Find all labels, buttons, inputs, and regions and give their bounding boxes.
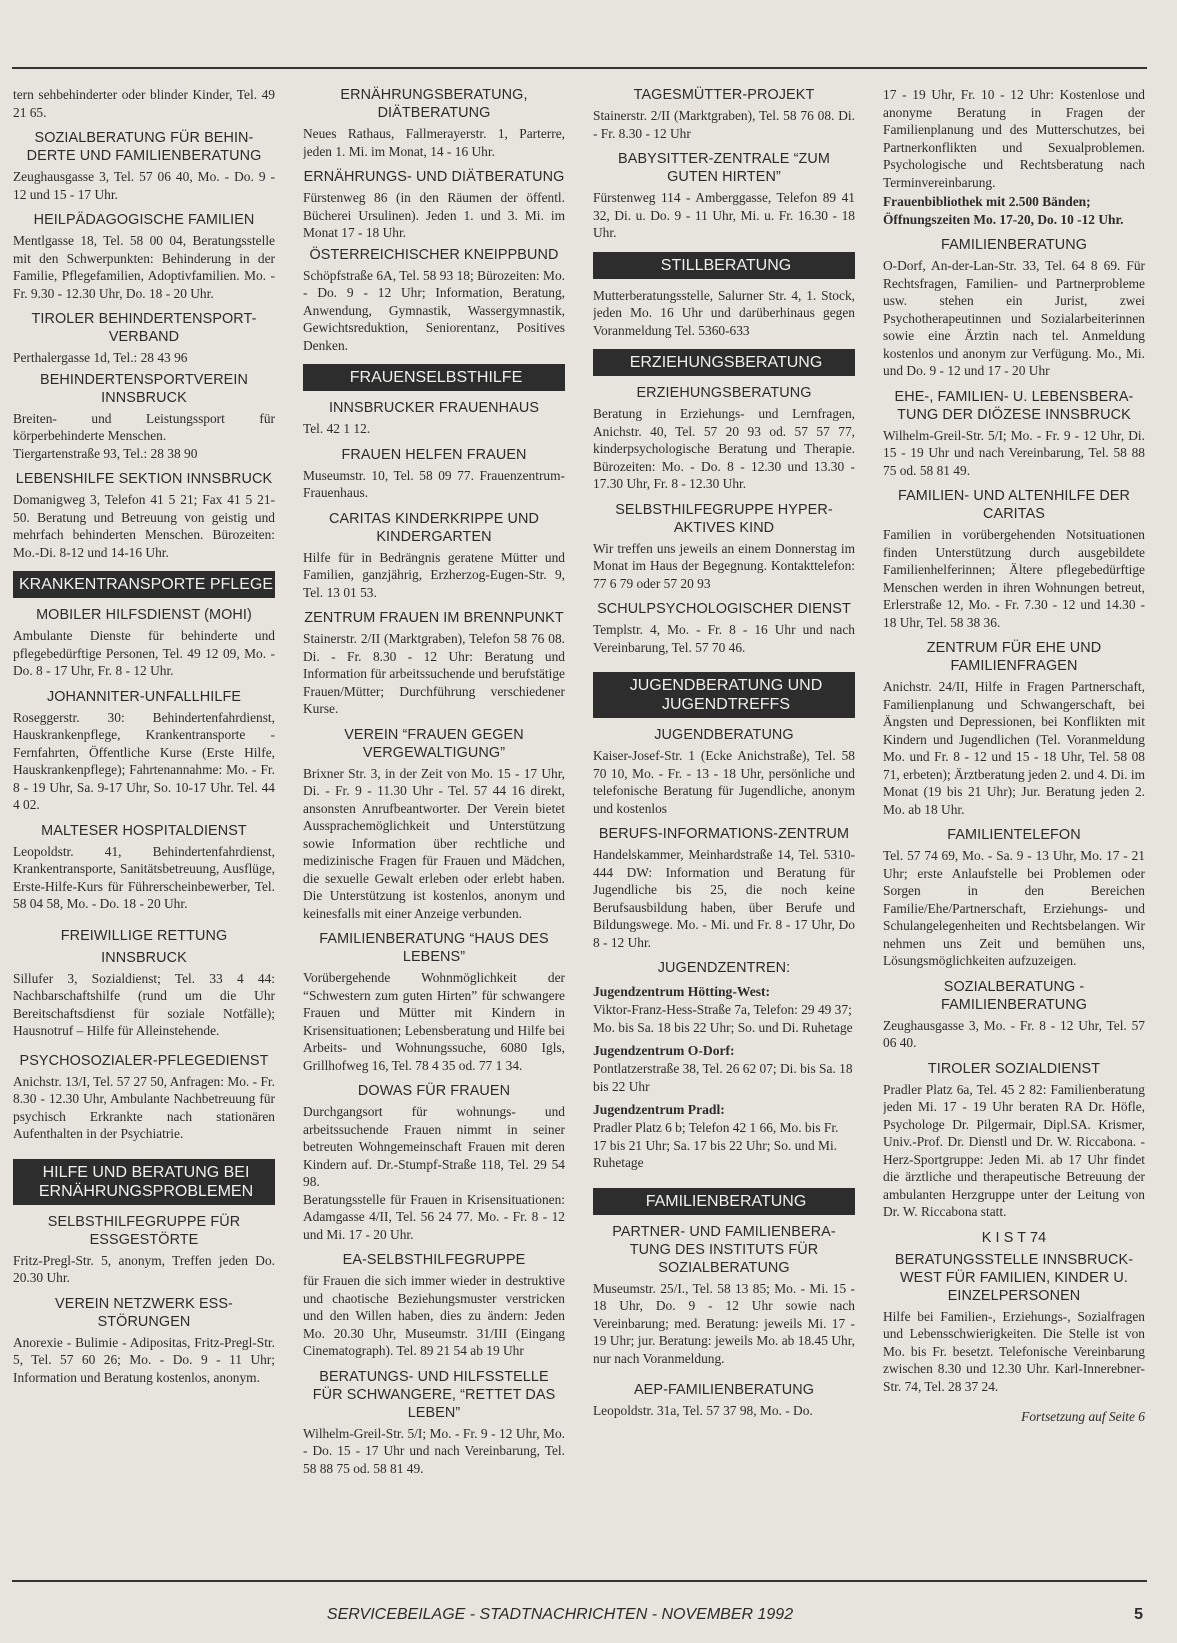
section-heading: SELBSTHILFEGRUPPE FÜR ESSGESTÖRTE	[47, 1213, 241, 1248]
paragraph: 17 - 19 Uhr, Fr. 10 - 12 Uhr: Kostenlose und anonyme Beratung in Fragen der Familienplanung und des Mutterschutzes, bei Partnerkonflikten und Sexualproblemen. Psychologische und Rechtsberatung nach Terminvereinbarung.	[883, 87, 1145, 190]
paragraph: Vorübergehende Wohnmöglichkeit der “Schwestern zum guten Hirten” für schwangere Frauen und Mütter mit Kindern in Krisensituationen; Lebensberatung und Hilfe bei Arbeits- und Wohnungssuche, 6080 Igls, Grillhofweg 16, Tel. 78 4 35 od. 77 1 34.	[303, 970, 565, 1073]
paragraph: Wilhelm-Greil-Str. 5/I; Mo. - Fr. 9 - 12 Uhr, Mo. - Do. 15 - 17 Uhr und nach Vereinbarung, Tel. 58 88 75 od. 58 81 49.	[303, 1425, 565, 1476]
paragraph: Templstr. 4, Mo. - Fr. 8 - 16 Uhr und nach Vereinbarung, Tel. 57 70 46.	[593, 622, 855, 655]
section-heading: BERUFS-INFORMATIONS-ZENTRUM	[598, 826, 850, 842]
section-heading: ERZIEHUNGSBERATUNG	[636, 385, 812, 401]
section-heading: EHE-, FAMILIEN- U. LEBENSBERA-TUNG DER DIÖZESE INNSBRUCK	[894, 388, 1134, 423]
category-banner: KRANKENTRANSPORTE PFLEGE	[13, 571, 275, 598]
category-banner: ERZIEHUNGSBERATUNG	[593, 349, 855, 376]
section-heading: CARITAS KINDERKRIPPE UND KINDERGARTEN	[328, 510, 540, 545]
paragraph: Brixner Str. 3, in der Zeit von Mo. 15 - 17 Uhr, Di. - Fr. 9 - 11.30 Uhr - Tel. 57 44 16 direkt, ansonsten Anrufbeantworter. Der Verein bietet Aussprachemöglichkeit und Unterstützung sowie Information über rechtliche und medizinische Fragen für Frauen und Mädchen, die sexuelle Gewalt erleben oder erlebt haben. Die Unterstützung ist kostenlos, anonym und keinesfalls mit einer Anzeige verbunden.	[303, 765, 565, 921]
paragraph: Pradler Platz 6a, Tel. 45 2 82: Familienberatung jeden Mi. 17 - 19 Uhr beraten RA Dr. Höfle, Psychologe Dr. Pilgermair, Dipl.SA. Krismer, Univ.-Prof. Dr. Dienstl und Dr. W. Riccabona. - Herz-Sportgruppe: Jeden Mi. ab 17 Uhr findet die ärztliche und therapeutische Betreuung der ambulanten Herzgruppe unter der Leitung von Dr. W. Riccabona statt.	[883, 1081, 1145, 1219]
paragraph: Museumstr. 25/I., Tel. 58 13 85; Mo. - Mi. 15 - 18 Uhr, Do. 9 - 12 Uhr sowie nach Vereinbarung; med. Beratung: jeweils Mi. 17 - 19 Uhr; jur. Beratung: jeweils Mo. ab 18.45 Uhr, nur nach Voranmeldung.	[593, 1280, 855, 1366]
paragraph: Kaiser-Josef-Str. 1 (Ecke Anichstraße), Tel. 58 70 10, Mo. - Fr. - 13 - 18 Uhr, persönliche und telefonische Beratung für Jugendliche, anonym und kostenlos	[593, 748, 855, 816]
paragraph: Beratung in Erziehungs- und Lernfragen, Anichstr. 40, Tel. 57 20 93 od. 57 57 77, kinderpsychologische Beratung und Therapie. Bürozeiten: Mo. - Do. 8 - 12.30 und 13.30 - 17.30 Uhr, Fr. 8 - 12.30 Uhr.	[593, 406, 855, 491]
paragraph: O-Dorf, An-der-Lan-Str. 33, Tel. 64 8 69. Für Rechtsfragen, Familien- und Partnerprobleme usw. stehen ein Jurist, zwei Psychotherapeutinnen und Sozialarbeiterinnen sowie eine Ärztin nach tel. Anmeldung kostenlos und anonym zur Verfügung. Mo., Mi. und Do. 9 - 12 und 17 - 20 Uhr	[883, 258, 1145, 378]
paragraph: Perthalergasse 1d, Tel.: 28 43 96	[13, 350, 188, 365]
column-1	[13, 86, 275, 1566]
column-2	[303, 86, 565, 1566]
section-heading: PARTNER- UND FAMILIENBERA-TUNG DES INSTITUTS FÜR SOZIALBERATUNG	[612, 1223, 836, 1276]
section-heading: MOBILER HILFSDIENST (MOHI)	[36, 607, 252, 623]
section-heading: DOWAS FÜR FRAUEN	[357, 1083, 511, 1099]
section-heading: EA-SELBSTHILFEGRUPPE	[342, 1252, 526, 1268]
paragraph: Handelskammer, Meinhardstraße 14, Tel. 5310-444 DW: Information und Beratung für Jugendliche bis 25, die noch keine Berufsausbildung haben, über Berufe und Bildungswege. Mo. - Mi. und Fr. 8 - 17 Uhr, Do 8 - 12 Uhr.	[593, 847, 855, 950]
paragraph: Museumstr. 10, Tel. 58 09 77. Frauenzentrum-Frauenhaus.	[303, 467, 565, 500]
paragraph: Beratungsstelle für Frauen in Krisensituationen: Adamgasse 4/II, Tel. 56 24 77. Mo. - Fr. 8 - 12 und Mi. 17 - 20 Uhr.	[303, 1191, 565, 1242]
section-heading: PSYCHOSOZIALER-PFLEGEDIENST	[19, 1052, 269, 1069]
section-heading: ERNÄHRUNGSBERATUNG, DIÄTBERATUNG	[340, 87, 528, 121]
bottom-rule	[12, 1580, 1147, 1582]
section-heading: AEP-FAMILIENBERATUNG	[633, 1382, 815, 1398]
page-number: 5	[1134, 1606, 1143, 1623]
paragraph: Hilfe bei Familien-, Erziehungs-, Sozialfragen und Lebensschwierigkeiten. Die Stelle ist von Mo. bis Fr. besetzt. Telefonische Vereinbarung zwischen 8.30 und 12.30 Uhr. Karl-Innerebner-Str. 74, Tel. 28 37 24.	[883, 1308, 1145, 1394]
category-banner: JUGENDBERATUNG UND JUGENDTREFFS	[593, 672, 855, 718]
paragraph: Schöpfstraße 6A, Tel. 58 93 18; Bürozeiten: Mo. - Do. 9 - 12 Uhr; Information, Beratung, Anwendung, Gymnastik, Wassergymnastik, Gewichtsreduktion, Seniorentanz, Positives Denken.	[303, 267, 565, 353]
section-heading: FREIWILLIGE RETTUNG	[60, 927, 228, 944]
category-banner: STILLBERATUNG	[593, 252, 855, 279]
paragraph: Wir treffen uns jeweils an einem Donnerstag im Monat im Haus der Begegnung. Kontakttelefon: 77 6 79 oder 57 20 93	[593, 540, 855, 591]
top-rule	[12, 67, 1147, 69]
paragraph: Fürstenweg 114 - Amberggasse, Telefon 89 41 32, Di. u. Do. 9 - 11 Uhr, Mi. u. Fr. 16.30 - 18 Uhr.	[593, 190, 855, 240]
subsection-title: Jugendzentrum O-Dorf:	[593, 1043, 735, 1058]
paragraph: Tiergartenstraße 93, Tel.: 28 38 90	[13, 445, 198, 461]
paragraph: Leopoldstr. 41, Behindertenfahrdienst, Krankentransporte, Sanitätsbetreuung, Ausflüge, Erste-Hilfe-Kurs für Führerscheinbewerber, Tel. 58 04 58, Mo. - Do. 18 - 20 Uhr.	[13, 843, 275, 911]
section-heading: MALTESER HOSPITALDIENST	[41, 822, 247, 839]
paragraph: Zeughausgasse 3, Tel. 57 06 40, Mo. - Do. 9 - 12 und 15 - 17 Uhr.	[13, 169, 275, 202]
section-heading: JUGENDZENTREN:	[657, 960, 791, 976]
paragraph: Tel. 42 1 12.	[303, 421, 371, 436]
section-heading: ZENTRUM FRAUEN IM BRENNPUNKT	[304, 610, 564, 626]
section-heading: SOZIALBERATUNG FÜR BEHIN-DERTE UND FAMILIENBERATUNG	[26, 130, 262, 164]
section-heading: FRAUEN HELFEN FRAUEN	[341, 446, 527, 463]
section-heading: SELBSTHILFEGRUPPE HYPER-AKTIVES KIND	[615, 501, 833, 536]
paragraph: Familien in vorübergehenden Notsituationen finden Unterstützung durch ausgebildete Familienhelferinnen; Ältere pflegebedürftige Menschen werden in ihren Wohnungen betreut, Erlerstraße 12, Mo. - Fr. 7.30 - 12 und 14.30 - 18 Uhr, Tel. 58 38 36.	[883, 527, 1145, 630]
paragraph: für Frauen die sich immer wieder in destruktive und chaotische Beziehungsmuster verstricken und den Willen haben, dies zu ändern: Jeden Mo. 20.30 Uhr, Museumstr. 31/III (Eingang Cinematograph). Tel. 89 21 54 ab 19 Uhr	[303, 1273, 565, 1358]
section-heading: BERATUNGSSTELLE INNSBRUCK-WEST FÜR FAMILIEN, KINDER U. EINZELPERSONEN	[894, 1251, 1134, 1304]
section-heading: FAMILIENBERATUNG	[940, 237, 1088, 253]
paragraph: Mutterberatungsstelle, Salurner Str. 4, 1. Stock, jeden Mo. 16 Uhr und darüberhinaus gegen Voranmeldung Tel. 5360-633	[593, 287, 855, 338]
paragraph: Hilfe für in Bedrängnis geratene Mütter und Familien, ganzjährig, Erzherzog-Eugen-Str. 9, Tel. 13 01 53.	[303, 549, 565, 600]
column-3	[593, 86, 855, 1566]
paragraph: Pradler Platz 6 b; Telefon 42 1 66, Mo. bis Fr. 17 bis 21 Uhr; Sa. 17 bis 22 Uhr; So. und Mi. Ruhetage	[593, 1120, 839, 1170]
paragraph: Stainerstr. 2/II (Marktgraben), Telefon 58 76 08. Di. - Fr. 8.30 - 12 Uhr: Beratung und Information für arbeitssuchende und berufstätige Frauen/Mütter; Durchführung verschiedener Kurse.	[303, 631, 565, 716]
paragraph: Leopoldstr. 31a, Tel. 57 37 98, Mo. - Do.	[593, 1403, 813, 1418]
section-heading: TIROLER BEHINDERTENSPORT-VERBAND	[31, 311, 257, 345]
article-columns	[13, 86, 1147, 1566]
paragraph: Durchgangsort für wohnungs- und arbeitssuchende Frauen nimmt in seiner betreuten Wohngemeinschaft Frauen mit deren Kindern auf. Dr.-Stumpf-Straße 118, Tel. 29 54 98.	[303, 1104, 565, 1189]
section-heading: FAMILIENBERATUNG “HAUS DES LEBENS”	[319, 931, 549, 965]
paragraph: Breiten- und Leistungssport für körperbehinderte Menschen.	[13, 410, 275, 443]
category-banner: HILFE UND BERATUNG BEI ERNÄHRUNGSPROBLEMEN	[13, 1159, 275, 1205]
section-heading: JUGENDBERATUNG	[654, 727, 794, 743]
paragraph: Wilhelm-Greil-Str. 5/I; Mo. - Fr. 9 - 12 Uhr, Di. 15 - 19 Uhr und nach Vereinbarung, Tel. 58 88 75 od. 58 81 49.	[883, 427, 1145, 478]
paragraph: Neues Rathaus, Fallmerayerstr. 1, Parterre, jeden 1. Mi. im Monat, 14 - 16 Uhr.	[303, 126, 565, 159]
category-banner: FAMILIENBERATUNG	[593, 1188, 855, 1215]
section-heading: FAMILIENTELEFON	[947, 827, 1081, 843]
section-heading: JOHANNITER-UNFALLHILFE	[46, 688, 242, 705]
section-heading: SOZIALBERATUNG - FAMILIENBERATUNG	[940, 978, 1088, 1013]
section-heading: VEREIN NETZWERK ESS-STÖRUNGEN	[55, 1295, 233, 1330]
paragraph: Stainerstr. 2/II (Marktgraben), Tel. 58 76 08. Di. - Fr. 8.30 - 12 Uhr	[593, 108, 855, 141]
paragraph: Fürstenweg 86 (in den Räumen der öffentl. Bücherei Ursulinen). Jeden 1. und 3. Mi. im Monat 17 - 18 Uhr.	[303, 190, 565, 240]
footer-title: SERVICEBEILAGE - STADTNACHRICHTEN - NOVEMBER 1992	[326, 1606, 794, 1623]
paragraph-bold: Frauenbibliothek mit 2.500 Bänden; Öffnungszeiten Mo. 17-20, Do. 10 -12 Uhr.	[883, 194, 1124, 227]
section-heading: TIROLER SOZIALDIENST	[927, 1060, 1101, 1077]
paragraph: Anorexie - Bulimie - Adipositas, Fritz-Pregl-Str. 5, Tel. 57 60 26; Mo. - Do. 9 - 11 Uhr; Information und Beratung kostenlos, anonym.	[13, 1334, 275, 1385]
paragraph: Mentlgasse 18, Tel. 58 00 04, Beratungsstelle mit den Schwerpunkten: Behinderung in der Familie, Pflegefamilien, Adoptivfamilien. Mo. - Fr. 9.30 - 12.30 Uhr, Do. 18 - 20 Uhr.	[13, 233, 275, 301]
section-heading: INNSBRUCK	[101, 949, 187, 966]
section-heading: LEBENSHILFE SEKTION INNSBRUCK	[15, 471, 273, 487]
paragraph: Zeughausgasse 3, Mo. - Fr. 8 - 12 Uhr, Tel. 57 06 40.	[883, 1017, 1145, 1050]
category-banner: FRAUENSELBSTHILFE	[303, 364, 565, 391]
section-heading: BEHINDERTENSPORTVEREIN INNSBRUCK	[40, 371, 248, 406]
section-heading: K I S T 74	[981, 1229, 1047, 1246]
paragraph: Sillufer 3, Sozialdienst; Tel. 33 4 44: Nachbarschaftshilfe (rund um die Uhr Bereitschaftsdienst für soziale Notfälle); Hausnotruf – Hilfe für Alleinstehende.	[13, 970, 275, 1038]
paragraph: Anichstr. 24/II, Hilfe in Fragen Partnerschaft, Familienplanung und Schwangerschaft, bei Ängsten und Depressionen, bei Konflikten mit Kindern und Jugendlichen (Tel. Voranmeldung Mo. und Fr. 8 - 12 und 15 - 18 Uhr, Tel. 58 08 71, erbeten); Ärztberatung jeden 2. und 4. Di. im Monat (19 bis 21 Uhr); Jur. Beratung jeden 2. Mo. ab 18 Uhr.	[883, 679, 1145, 817]
section-heading: ZENTRUM FÜR EHE UND FAMILIENFRAGEN	[926, 640, 1102, 674]
section-heading: VEREIN “FRAUEN GEGEN VERGEWALTIGUNG”	[344, 726, 524, 761]
paragraph: Ambulante Dienste für behinderte und pflegebedürftige Personen, Tel. 49 12 09, Mo. - Do. 8 - 17 Uhr, Fr. 8 - 12 Uhr.	[13, 628, 275, 678]
paragraph: tern sehbehinderter oder blinder Kinder, Tel. 49 21 65.	[13, 87, 275, 120]
paragraph: Domanigweg 3, Telefon 41 5 21; Fax 41 5 21-50. Beratung und Betreuung von geistig und mehrfach behinderten Menschen. Bürozeiten: Mo.-Di. 8-12 und 14-16 Uhr.	[13, 492, 275, 560]
paragraph: Viktor-Franz-Hess-Straße 7a, Telefon: 29 49 37; Mo. bis Sa. 18 bis 22 Uhr; So. und Di. Ruhetage	[593, 1002, 853, 1035]
paragraph: Tel. 57 74 69, Mo. - Sa. 9 - 13 Uhr, Mo. 17 - 21 Uhr; erste Anlaufstelle bei Problemen oder Sorgen in den Bereichen Familie/Ehe/Partnerschaft, Erziehungs- und Schulangelegenheiten und Rechtsbelangen. Wir nehmen uns Zeit und bemühen uns, Lösungsmöglichkeiten aufzuzeigen.	[883, 848, 1145, 968]
section-heading: HEILPÄDAGOGISCHE FAMILIEN	[33, 212, 255, 228]
paragraph: Fritz-Pregl-Str. 5, anonym, Treffen jeden Do. 20.30 Uhr.	[13, 1252, 275, 1285]
paragraph: Pontlatzerstraße 38, Tel. 26 62 07; Di. bis Sa. 18 bis 22 Uhr	[593, 1061, 853, 1094]
section-heading: BABYSITTER-ZENTRALE “ZUM GUTEN HIRTEN”	[618, 151, 830, 185]
section-heading: INNSBRUCKER FRAUENHAUS	[328, 400, 540, 416]
section-heading: BERATUNGS- UND HILFSSTELLE FÜR SCHWANGERE, “RETTET DAS LEBEN”	[312, 1368, 556, 1421]
subsection-title: Jugendzentrum Hötting-West:	[593, 984, 771, 999]
section-heading: TAGESMÜTTER-PROJEKT	[633, 87, 815, 103]
section-heading: SCHULPSYCHOLOGISCHER DIENST	[597, 601, 851, 617]
paragraph: Anichstr. 13/I, Tel. 57 27 50, Anfragen: Mo. - Fr. 8.30 - 12.30 Uhr, Ambulante Nachbetreuung für psychisch Erkrankte nach stationären Aufenthalten in der Psychiatrie.	[13, 1073, 275, 1141]
continuation-note: Fortsetzung auf Seite 6	[1021, 1409, 1145, 1424]
section-heading: ERNÄHRUNGS- UND DIÄTBERATUNG	[303, 169, 565, 185]
subsection-title: Jugendzentrum Pradl:	[593, 1102, 725, 1117]
paragraph: Roseggerstr. 30: Behindertenfahrdienst, Hauskrankenpflege, Krankentransporte - Fernfahrten, Öffentliche Kurse (Erste Hilfe, Hauskrankenpflege); Fahrtenannahme: Mo. - Fr. 8 - 19 Uhr, Sa. 9-17 Uhr, So. 10-17 Uhr. Tel. 44 4 02.	[13, 709, 275, 812]
section-heading: ÖSTERREICHISCHER KNEIPPBUND	[309, 246, 559, 263]
column-4	[883, 86, 1145, 1566]
section-heading: FAMILIEN- UND ALTENHILFE DER CARITAS	[897, 488, 1131, 522]
